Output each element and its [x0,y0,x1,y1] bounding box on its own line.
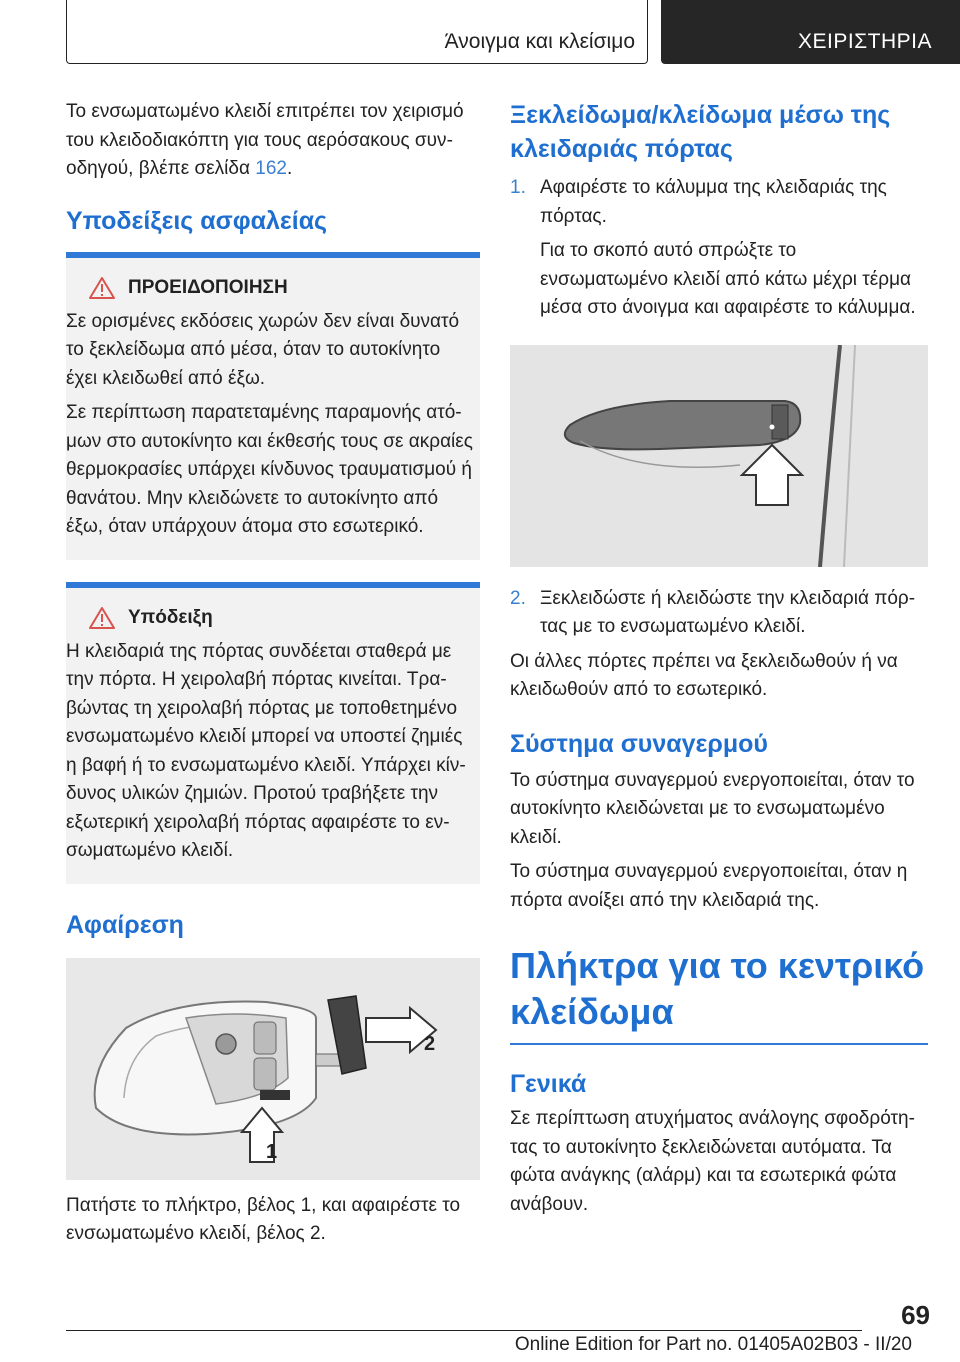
notice-paragraph: Η κλειδαριά της πόρτας συνδέεται σταθερά με την πόρτα. Η χειρολαβή πόρτας κινείται. Τραβώντας τη χειρολαβή πόρτας με τοποθετημένο ενσωματωμένο κλειδί μπορεί να υποστεί ζημιές η βαφή ή το ενσωματωμένο κλειδί. Υπάρχει κίνδυνος υλικών ζημιών. Προτού τραβήξετε την εξωτερική χειρολαβή πόρτας αφαιρέστε το ενσωματωμένο κλειδί. [66,640,466,861]
lock-heading: Ξεκλείδωμα/κλείδωμα μέσω της κλειδαριάς πόρτας [510,101,891,163]
central-locking-heading: Πλήκτρα για το κεντρικό κλείδωμα [510,945,925,1032]
general-heading: Γενικά [510,1070,587,1098]
page-number: 69 [901,1300,930,1330]
general-paragraph: Σε περίπτωση ατυχήματος ανάλογης σφοδρότητας το αυτοκίνητο ξεκλειδώνεται αυτόματα. Τα φώτα ανάγκης (αλάρμ) και τα εσωτερικά φώτα ανάβουν. [510,1108,915,1215]
step-2-text: Ξεκλειδώστε ή κλειδώστε την κλειδαριά πόρτας με το ενσωματωμένο κλειδί. [540,587,916,637]
header-chapter-title: ΧΕΙΡΙΣΤΗΡΙΑ [797,30,932,53]
removal-paragraph: Πατήστε το πλήκτρο, βέλος 1, και αφαιρέστε το ενσωματωμένο κλειδί, βέλος 2. [66,1194,461,1244]
lock-steps-cont [510,585,928,642]
step-1-text: Αφαιρέστε το κάλυμμα της κλειδαριάς της πόρτας. [540,177,887,227]
removal-heading: Αφαίρεση [66,910,184,939]
key-illustration [66,958,480,1180]
warning-box [66,252,480,560]
footer-edition: Online Edition for Part no. 01405A02B03 - II/20 [514,1334,912,1355]
warning-paragraph-2: Σε περίπτωση παρατεταμένης παραμονής ατόμων στο αυτοκίνητο και έκθεσής τους σε ακραίες θερμοκρασίες υπάρχει κίνδυνος τραυματισμού ή θανάτου. Μην κλειδώνετε το αυτοκίνητο από έξω, όταν υπάρχουν άτομα στο εσωτερικό. [66,402,473,537]
warning-header [66,276,474,300]
other-doors-paragraph: Οι άλλες πόρτες πρέπει να ξεκλειδωθούν ή να κλειδωθούν από το εσωτερικό. [510,650,898,700]
warning-icon [88,606,116,630]
page-link[interactable]: 162 [255,158,287,179]
door-handle-figure [510,345,928,567]
arrow-1-label: 1 [266,1140,278,1163]
heading-divider [510,1043,928,1045]
step-1-subtext: Για το σκοπό αυτό σπρώξτε το ενσωματωμένο κλειδί από κάτω μέχρι τέρμα μέσα στο άνοιγμα και αφαιρέστε το κάλυμμα. [540,240,916,318]
header-section-title: Άνοιγμα και κλείσιμο [444,30,635,53]
step-2 [510,585,928,642]
warning-title: ΠΡΟΕΙΔΟΠΟΙΗΣΗ [128,276,288,298]
notice-title: Υπόδειξη [128,606,213,628]
warning-paragraph-1: Σε ορισμένες εκδόσεις χωρών δεν είναι δυνατό το ξεκλείδωμα από μέσα, όταν το αυτοκίνητο έχει κλειδωθεί από έξω. [66,310,460,389]
notice-box [66,582,480,884]
notice-header [66,606,474,630]
intro-text-end: . [286,158,293,179]
step-1-number: 1. [510,177,526,198]
header-section-tab [66,0,648,64]
header-chapter-tab [661,0,960,64]
alarm-heading: Σύστημα συναγερμού [510,729,768,758]
door-handle-illustration [510,345,928,567]
lock-steps [510,174,928,323]
alarm-paragraph-2: Το σύστημα συναγερμού ενεργοποιείται, όταν η πόρτα ανοίξει από την κλειδαριά της. [510,861,908,911]
step-2-number: 2. [510,587,526,609]
arrow-2-label: 2 [424,1032,436,1055]
intro-paragraph [66,98,480,184]
alarm-paragraph-1: Το σύστημα συναγερμού ενεργοποιείται, όταν το αυτοκίνητο κλειδώνεται με το ενσωματωμένο κλειδί. [510,769,915,848]
key-removal-figure [66,958,480,1180]
right-column [510,98,928,1219]
intro-text: Το ενσωματωμένο κλειδί επιτρέπει τον χειρισμό του κλειδοδιακόπτη για τους αερόσακους συνοδηγού, βλέπε σελίδα [66,101,464,179]
warning-icon [88,276,116,300]
safety-heading: Υποδείξεις ασφαλείας [66,206,328,235]
step-1 [510,174,928,323]
footer-divider [66,1330,862,1331]
left-column [66,98,480,1249]
